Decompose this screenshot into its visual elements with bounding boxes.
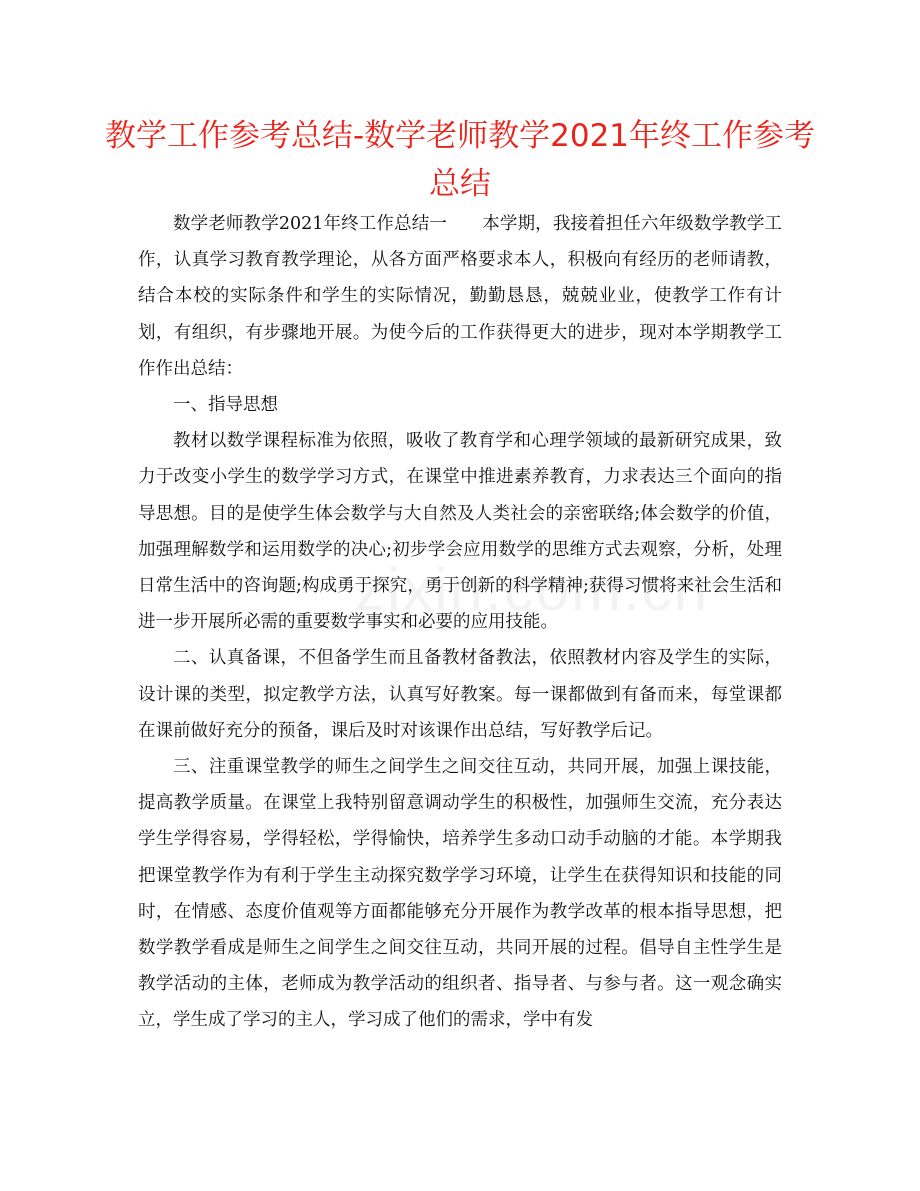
watermark bbox=[355, 555, 709, 624]
paragraph-intro: 数学老师教学2021年终工作总结一 本学期，我接着担任六年级数学教学工作，认真学习教育教学理论，从各方面严格要求本人，积极向有经历的老师请教，结合本校的实际条件和学生的实际情况，勤勤恳恳，兢兢业业，使教学工作有计划，有组织，有步骤地开展。为使今后的工作获得更大的进步，现对本学期教学工作作出总结： bbox=[138, 214, 782, 379]
paragraph-guiding-thought: 教材以数学课程标准为依照，吸收了教育学和心理学领域的最新研究成果，致力于改变小学生的数学学习方式，在课堂中推进素养教育，力求表达三个面向的指导思想。目的是使学生体会数学与大自然及人类社会的亲密联络;体会数学的价值，加强理解数学和运用数学的决心;初步学会应用数学的思维方式去观察，分析，处理日常生活中的咨询题;构成勇于探究，勇于创新的科学精神;获得习惯将来社会生活和进一步开展所必需的重要数学事实和必要的应用技能。 bbox=[138, 431, 782, 633]
paragraph-classroom-teaching: 三、注重课堂教学的师生之间学生之间交往互动，共同开展，加强上课技能，提高教学质量。在课堂上我特别留意调动学生的积极性，加强师生交流，充分表达学生学得容易，学得轻松，学得愉快，培养学生多动口动手动脑的才能。本学期我把课堂教学作为有利于学生主动探究数学学习环境，让学生在获得知识和技能的同时，在情感、态度价值观等方面都能够充分开展作为教学改革的根本指导思想，把数学教学看成是师生之间学生之间交往互动，共同开展的过程。倡导自主性学生是教学活动的主体，老师成为教学活动的组织者、指导者、与参与者。这一观念确实立，学生成了学习的主人，学习成了他们的需求，学中有发 bbox=[138, 757, 782, 1031]
paragraph-heading-1: 一、指导思想 bbox=[173, 395, 278, 416]
document-title: 教学工作参考总结-数学老师教学2021年终工作参考总结 bbox=[104, 118, 816, 202]
paragraph-lesson-prep: 二、认真备课，不但备学生而且备教材备教法，依照教材内容及学生的实际，设计课的类型，拟定教学方法，认真写好教案。每一课都做到有备而来，每堂课都在课前做好充分的预备，课后及时对该课作出总结，写好教学后记。 bbox=[138, 648, 782, 741]
